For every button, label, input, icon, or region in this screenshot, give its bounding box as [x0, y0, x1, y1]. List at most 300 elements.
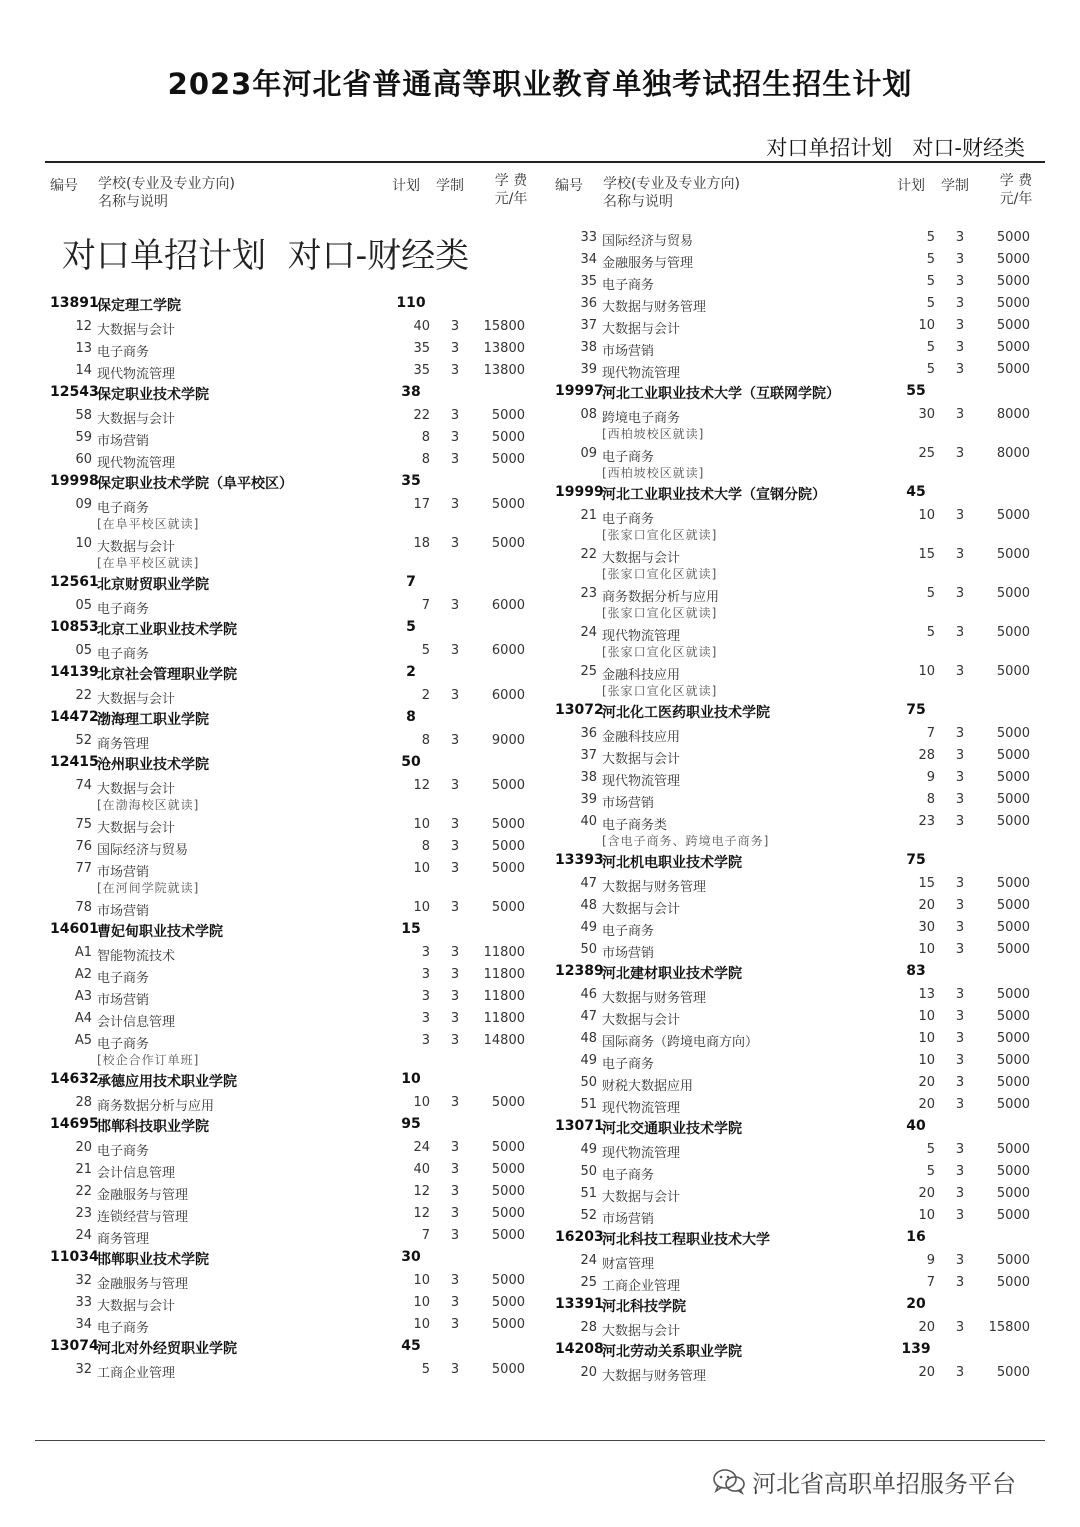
major-name: 现代物流管理 — [602, 629, 681, 644]
major-years: 3 — [450, 1317, 460, 1332]
major-plan: 10 — [918, 1208, 935, 1223]
major-years: 3 — [955, 1075, 965, 1090]
school-row — [50, 616, 540, 639]
major-name: 大数据与会计 — [97, 821, 176, 836]
major-name: 市场营销 — [602, 1212, 655, 1227]
major-name: 现代物流管理 — [602, 1146, 681, 1161]
major-name: 大数据与会计 — [602, 1013, 681, 1028]
major-fee: 13800 — [483, 341, 525, 356]
major-years: 3 — [450, 1273, 460, 1288]
major-years: 3 — [955, 1253, 965, 1268]
major-code: 77 — [75, 861, 92, 876]
major-years: 3 — [450, 341, 460, 356]
major-row — [50, 1136, 540, 1158]
major-fee: 5000 — [996, 1075, 1030, 1090]
major-code: 38 — [580, 770, 597, 785]
major-plan: 10 — [413, 1317, 430, 1332]
major-years: 3 — [450, 1011, 460, 1026]
major-years: 3 — [955, 1164, 965, 1179]
school-plan: 30 — [401, 1249, 421, 1265]
major-years: 3 — [450, 1295, 460, 1310]
major-fee: 15800 — [988, 1320, 1030, 1335]
note-text: [张家口宣化区就读] — [602, 528, 718, 542]
major-code: 09 — [75, 497, 92, 512]
major-row — [50, 594, 540, 616]
major-fee: 5000 — [491, 430, 525, 445]
major-row — [50, 1291, 540, 1313]
major-fee: 11800 — [483, 945, 525, 960]
major-years: 3 — [450, 945, 460, 960]
major-fee: 5000 — [996, 1053, 1030, 1068]
major-code: 49 — [580, 920, 597, 935]
school-row — [555, 1226, 1045, 1249]
major-plan: 20 — [918, 1186, 935, 1201]
major-code: 36 — [580, 296, 597, 311]
major-fee: 5000 — [491, 1140, 525, 1155]
major-code: 52 — [580, 1208, 597, 1223]
major-row — [555, 1316, 1045, 1338]
major-row — [555, 358, 1045, 380]
major-name: 市场营销 — [97, 993, 150, 1008]
major-code: 60 — [75, 452, 92, 467]
major-fee: 5000 — [996, 814, 1030, 829]
school-plan: 2 — [406, 664, 416, 680]
school-row — [555, 960, 1045, 983]
major-name: 大数据与会计 — [97, 692, 176, 707]
major-plan: 5 — [926, 362, 935, 377]
major-plan: 17 — [413, 497, 430, 512]
major-plan: 20 — [918, 1365, 935, 1380]
major-fee: 5000 — [491, 817, 525, 832]
school-name: 邯郸职业技术学院 — [97, 1252, 209, 1268]
major-name: 市场营销 — [602, 946, 655, 961]
note-text: [张家口宣化区就读] — [602, 645, 718, 659]
major-years: 3 — [955, 407, 965, 422]
major-plan: 10 — [918, 508, 935, 523]
major-fee: 9000 — [491, 733, 525, 748]
wechat-icon — [712, 1467, 746, 1495]
major-row — [555, 543, 1045, 565]
major-fee: 5000 — [996, 252, 1030, 267]
major-plan: 10 — [918, 318, 935, 333]
major-row — [50, 1007, 540, 1029]
major-fee: 5000 — [996, 792, 1030, 807]
major-code: 58 — [75, 408, 92, 423]
school-code: 11034 — [50, 1249, 99, 1265]
major-plan: 10 — [918, 942, 935, 957]
major-plan: 5 — [926, 586, 935, 601]
major-code: 25 — [580, 1275, 597, 1290]
school-row — [50, 706, 540, 729]
major-years: 3 — [450, 1033, 460, 1048]
major-years: 3 — [450, 1362, 460, 1377]
school-code: 19997 — [555, 383, 604, 399]
major-name: 大数据与财务管理 — [602, 880, 707, 895]
major-years: 3 — [955, 792, 965, 807]
major-name: 金融服务与管理 — [97, 1277, 189, 1292]
major-years: 3 — [955, 547, 965, 562]
major-row — [555, 442, 1045, 464]
major-row — [555, 336, 1045, 358]
major-code: 25 — [580, 664, 597, 679]
major-plan: 28 — [918, 748, 935, 763]
major-fee: 5000 — [996, 230, 1030, 245]
school-row — [50, 1068, 540, 1091]
major-fee: 5000 — [996, 664, 1030, 679]
major-plan: 40 — [413, 1162, 430, 1177]
major-name: 跨境电子商务 — [602, 411, 681, 426]
major-name: 会计信息管理 — [97, 1015, 176, 1030]
major-plan: 20 — [918, 1075, 935, 1090]
school-plan: 55 — [906, 383, 926, 399]
major-plan: 13 — [918, 987, 935, 1002]
major-name: 电子商务 — [97, 602, 150, 617]
major-years: 3 — [450, 688, 460, 703]
major-plan: 7 — [926, 726, 935, 741]
major-row — [555, 810, 1045, 832]
major-name: 电子商务 — [97, 1037, 150, 1052]
major-code: 52 — [75, 733, 92, 748]
major-row — [555, 1093, 1045, 1115]
major-name: 现代物流管理 — [602, 1101, 681, 1116]
school-plan: 75 — [906, 852, 926, 868]
school-plan: 20 — [906, 1296, 926, 1312]
major-fee: 11800 — [483, 967, 525, 982]
school-code: 12543 — [50, 384, 99, 400]
major-years: 3 — [955, 340, 965, 355]
major-fee: 15800 — [483, 319, 525, 334]
note-row — [555, 464, 1045, 481]
school-plan: 7 — [406, 574, 416, 590]
note-text: [西柏坡校区就读] — [602, 427, 705, 441]
school-code: 14139 — [50, 664, 99, 680]
major-fee: 5000 — [996, 1164, 1030, 1179]
major-years: 3 — [955, 876, 965, 891]
major-name: 市场营销 — [97, 904, 150, 919]
major-name: 大数据与财务管理 — [602, 300, 707, 315]
major-fee: 5000 — [996, 726, 1030, 741]
school-code: 14601 — [50, 921, 99, 937]
major-name: 现代物流管理 — [97, 367, 176, 382]
major-row — [555, 248, 1045, 270]
major-code: 33 — [580, 230, 597, 245]
major-name: 商务数据分析与应用 — [97, 1099, 215, 1114]
note-text: [含电子商务、跨境电子商务] — [602, 834, 770, 848]
school-name: 曹妃甸职业技术学院 — [97, 924, 223, 940]
school-row — [50, 571, 540, 594]
major-name: 大数据与会计 — [97, 323, 176, 338]
section-title: 对口单招计划 对口-财经类 — [62, 236, 470, 276]
major-name: 大数据与会计 — [602, 1190, 681, 1205]
school-name: 承德应用技术职业学院 — [97, 1074, 237, 1090]
major-code: 37 — [580, 318, 597, 333]
major-code: 50 — [580, 1164, 597, 1179]
school-code: 16203 — [555, 1229, 604, 1245]
major-plan: 30 — [918, 920, 935, 935]
major-fee: 8000 — [996, 407, 1030, 422]
school-code: 13071 — [555, 1118, 604, 1134]
school-row — [50, 1246, 540, 1269]
major-name: 连锁经营与管理 — [97, 1210, 189, 1225]
major-row — [555, 1027, 1045, 1049]
major-code: 47 — [580, 1009, 597, 1024]
major-years: 3 — [955, 625, 965, 640]
major-row — [50, 1091, 540, 1113]
school-code: 12561 — [50, 574, 99, 590]
major-row — [555, 660, 1045, 682]
major-row — [50, 1224, 540, 1246]
note-row — [50, 796, 540, 813]
major-years: 3 — [955, 1275, 965, 1290]
school-name: 渤海理工职业学院 — [97, 712, 209, 728]
major-years: 3 — [955, 814, 965, 829]
major-plan: 10 — [413, 861, 430, 876]
note-text: [在阜平校区就读] — [97, 556, 200, 570]
major-fee: 5000 — [996, 942, 1030, 957]
major-row — [555, 722, 1045, 744]
header-fee: 学 费 元/年 — [999, 173, 1033, 207]
major-code: 35 — [580, 274, 597, 289]
major-row — [50, 963, 540, 985]
major-plan: 3 — [421, 967, 430, 982]
watermark-text: 河北省高职单招服务平台 — [752, 1469, 1016, 1498]
major-row — [50, 359, 540, 381]
major-name: 电子商务 — [602, 924, 655, 939]
major-fee: 5000 — [996, 1208, 1030, 1223]
major-years: 3 — [955, 1142, 965, 1157]
major-name: 工商企业管理 — [97, 1366, 176, 1381]
major-plan: 12 — [413, 1206, 430, 1221]
major-name: 国际商务（跨境电商方向） — [602, 1035, 759, 1050]
major-name: 大数据与财务管理 — [602, 1369, 707, 1384]
school-code: 14632 — [50, 1071, 99, 1087]
major-code: 34 — [580, 252, 597, 267]
major-fee: 5000 — [491, 839, 525, 854]
note-row — [555, 643, 1045, 660]
major-fee: 5000 — [996, 547, 1030, 562]
major-row — [50, 1202, 540, 1224]
major-fee: 5000 — [491, 1317, 525, 1332]
school-name: 保定职业技术学院（阜平校区） — [97, 476, 293, 492]
note-text: [校企合作订单班] — [97, 1053, 200, 1067]
major-fee: 5000 — [491, 1228, 525, 1243]
major-row — [50, 835, 540, 857]
school-plan: 15 — [401, 921, 421, 937]
major-row — [555, 1271, 1045, 1293]
major-plan: 8 — [926, 792, 935, 807]
major-row — [555, 504, 1045, 526]
major-code: 10 — [75, 536, 92, 551]
major-code: 76 — [75, 839, 92, 854]
major-name: 工商企业管理 — [602, 1279, 681, 1294]
header-name: 学校(专业及专业方向) 名称与说明 — [603, 176, 740, 210]
major-name: 金融科技应用 — [602, 668, 681, 683]
major-code: 23 — [580, 586, 597, 601]
major-years: 3 — [955, 1208, 965, 1223]
major-name: 会计信息管理 — [97, 1166, 176, 1181]
major-code: 37 — [580, 748, 597, 763]
major-name: 智能物流技术 — [97, 949, 176, 964]
major-years: 3 — [955, 987, 965, 1002]
table-header — [50, 172, 540, 226]
major-fee: 5000 — [996, 1031, 1030, 1046]
major-code: 32 — [75, 1362, 92, 1377]
major-row — [50, 774, 540, 796]
major-plan: 12 — [413, 1184, 430, 1199]
major-name: 大数据与会计 — [97, 540, 176, 555]
school-plan: 16 — [906, 1229, 926, 1245]
major-row — [555, 1160, 1045, 1182]
note-row — [555, 526, 1045, 543]
major-fee: 13800 — [483, 363, 525, 378]
major-plan: 22 — [413, 408, 430, 423]
major-code: 24 — [75, 1228, 92, 1243]
major-plan: 20 — [918, 1097, 935, 1112]
school-row — [555, 380, 1045, 403]
major-fee: 5000 — [491, 1184, 525, 1199]
major-years: 3 — [450, 817, 460, 832]
school-code: 12415 — [50, 754, 99, 770]
major-name: 商务数据分析与应用 — [602, 590, 720, 605]
major-code: 09 — [580, 446, 597, 461]
school-code: 19999 — [555, 484, 604, 500]
major-fee: 5000 — [996, 1186, 1030, 1201]
major-fee: 5000 — [996, 1275, 1030, 1290]
major-name: 大数据与会计 — [97, 1299, 176, 1314]
major-code: 20 — [75, 1140, 92, 1155]
major-code: 05 — [75, 598, 92, 613]
major-plan: 5 — [926, 274, 935, 289]
major-years: 3 — [955, 508, 965, 523]
major-name: 大数据与会计 — [602, 551, 681, 566]
school-name: 保定理工学院 — [97, 298, 181, 314]
watermark — [712, 1463, 1016, 1499]
major-fee: 5000 — [491, 1206, 525, 1221]
major-fee: 5000 — [996, 1142, 1030, 1157]
school-plan: 95 — [401, 1116, 421, 1132]
major-name: 大数据与会计 — [602, 1324, 681, 1339]
major-code: 75 — [75, 817, 92, 832]
major-plan: 35 — [413, 341, 430, 356]
major-years: 3 — [955, 664, 965, 679]
major-fee: 5000 — [996, 296, 1030, 311]
major-code: 51 — [580, 1097, 597, 1112]
left-column — [50, 172, 540, 1380]
major-years: 3 — [955, 1009, 965, 1024]
major-fee: 6000 — [491, 688, 525, 703]
note-text: [在阜平校区就读] — [97, 517, 200, 531]
school-code: 10853 — [50, 619, 99, 635]
major-name: 金融服务与管理 — [602, 256, 694, 271]
major-code: 49 — [580, 1053, 597, 1068]
major-row — [555, 894, 1045, 916]
major-plan: 15 — [918, 876, 935, 891]
major-name: 市场营销 — [97, 865, 150, 880]
school-plan: 75 — [906, 702, 926, 718]
major-code: 50 — [580, 1075, 597, 1090]
major-row — [50, 729, 540, 751]
major-name: 电子商务 — [97, 971, 150, 986]
major-code: 22 — [580, 547, 597, 562]
major-plan: 15 — [918, 547, 935, 562]
major-fee: 14800 — [483, 1033, 525, 1048]
note-row — [555, 604, 1045, 621]
major-code: A3 — [74, 989, 92, 1004]
right-column — [555, 172, 1045, 1383]
left-rows — [50, 292, 540, 1380]
major-fee: 5000 — [491, 1095, 525, 1110]
major-name: 市场营销 — [97, 434, 150, 449]
major-name: 电子商务 — [97, 647, 150, 662]
major-fee: 5000 — [996, 1365, 1030, 1380]
major-plan: 5 — [421, 1362, 430, 1377]
school-row — [50, 292, 540, 315]
major-code: 34 — [75, 1317, 92, 1332]
note-row — [50, 554, 540, 571]
note-row — [555, 832, 1045, 849]
note-text: [张家口宣化区就读] — [602, 684, 718, 698]
school-name: 河北交通职业技术学院 — [602, 1121, 742, 1137]
major-plan: 30 — [918, 407, 935, 422]
major-years: 3 — [955, 1053, 965, 1068]
major-years: 3 — [450, 778, 460, 793]
school-plan: 83 — [906, 963, 926, 979]
major-name: 大数据与会计 — [97, 412, 176, 427]
major-row — [555, 1182, 1045, 1204]
major-name: 电子商务 — [602, 1057, 655, 1072]
major-plan: 8 — [421, 452, 430, 467]
major-fee: 6000 — [491, 598, 525, 613]
major-code: 39 — [580, 792, 597, 807]
school-plan: 38 — [401, 384, 421, 400]
major-fee: 5000 — [491, 497, 525, 512]
school-name: 河北科技工程职业技术大学 — [602, 1232, 770, 1248]
major-fee: 5000 — [491, 1162, 525, 1177]
major-years: 3 — [955, 1186, 965, 1201]
category-subtitle: 对口单招计划 对口-财经类 — [766, 136, 1025, 160]
major-plan: 25 — [918, 446, 935, 461]
major-code: 49 — [580, 1142, 597, 1157]
major-fee: 5000 — [491, 1295, 525, 1310]
header-code: 编号 — [50, 178, 78, 194]
major-years: 3 — [450, 839, 460, 854]
school-row — [50, 751, 540, 774]
major-name: 电子商务 — [602, 1168, 655, 1183]
note-text: [在渤海校区就读] — [97, 798, 200, 812]
major-years: 3 — [450, 989, 460, 1004]
major-code: A1 — [74, 945, 92, 960]
header-plan: 计划 — [392, 178, 420, 194]
major-plan: 18 — [413, 536, 430, 551]
school-name: 河北对外经贸职业学院 — [97, 1341, 237, 1357]
major-row — [50, 813, 540, 835]
major-code: A2 — [74, 967, 92, 982]
major-row — [555, 1005, 1045, 1027]
major-plan: 20 — [918, 1320, 935, 1335]
note-row — [50, 515, 540, 532]
major-plan: 10 — [413, 1095, 430, 1110]
major-fee: 5000 — [996, 920, 1030, 935]
major-row — [50, 532, 540, 554]
major-row — [555, 1204, 1045, 1226]
major-row — [555, 916, 1045, 938]
major-years: 3 — [450, 452, 460, 467]
major-years: 3 — [450, 967, 460, 982]
major-code: 12 — [75, 319, 92, 334]
school-code: 13393 — [555, 852, 604, 868]
major-fee: 8000 — [996, 446, 1030, 461]
header-years: 学制 — [436, 178, 464, 194]
